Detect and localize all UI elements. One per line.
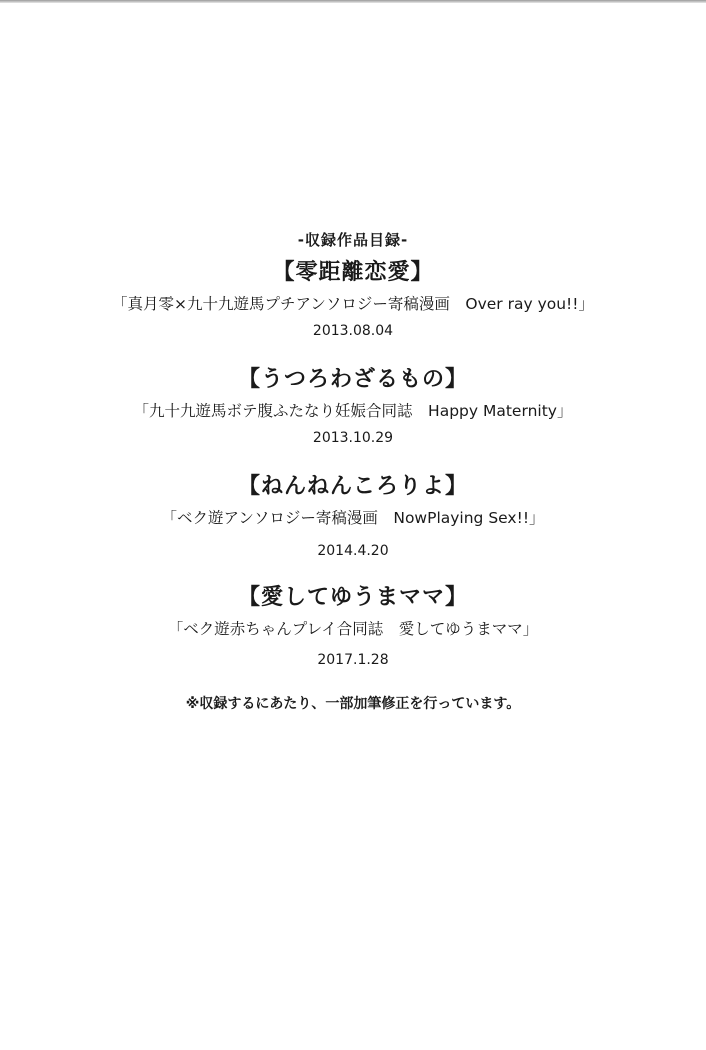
work-title: 【零距離恋愛】	[272, 260, 434, 285]
work-source: 「ベク遊赤ちゃんプレイ合同誌 愛してゆうまママ」	[167, 620, 539, 638]
work-entry-2	[0, 365, 706, 448]
work-source: 「九十九遊馬ボテ腹ふたなり妊娠合同誌 Happy Maternity」	[133, 402, 573, 420]
work-date: 2013.08.04	[312, 323, 394, 339]
work-date: 2014.4.20	[317, 543, 389, 559]
work-entry-3	[0, 472, 706, 561]
revision-note: ※収録するにあたり、一部加筆修正を行っています。	[185, 696, 521, 712]
contents-heading: -収録作品目録-	[297, 231, 409, 249]
work-source: 「真月零×九十九遊馬プチアンソロジー寄稿漫画 Over ray you!!」	[112, 295, 594, 313]
work-title: 【愛してゆうまママ】	[237, 585, 468, 610]
work-source: 「ベク遊アンソロジー寄稿漫画 NowPlaying Sex!!」	[161, 509, 545, 527]
work-entry-4	[0, 583, 706, 670]
work-date: 2017.1.28	[317, 652, 389, 668]
work-date: 2013.10.29	[312, 430, 394, 446]
work-title: 【うつろわざるもの】	[237, 367, 468, 392]
work-title: 【ねんねんころりよ】	[237, 474, 468, 499]
work-entry-1	[0, 258, 706, 341]
